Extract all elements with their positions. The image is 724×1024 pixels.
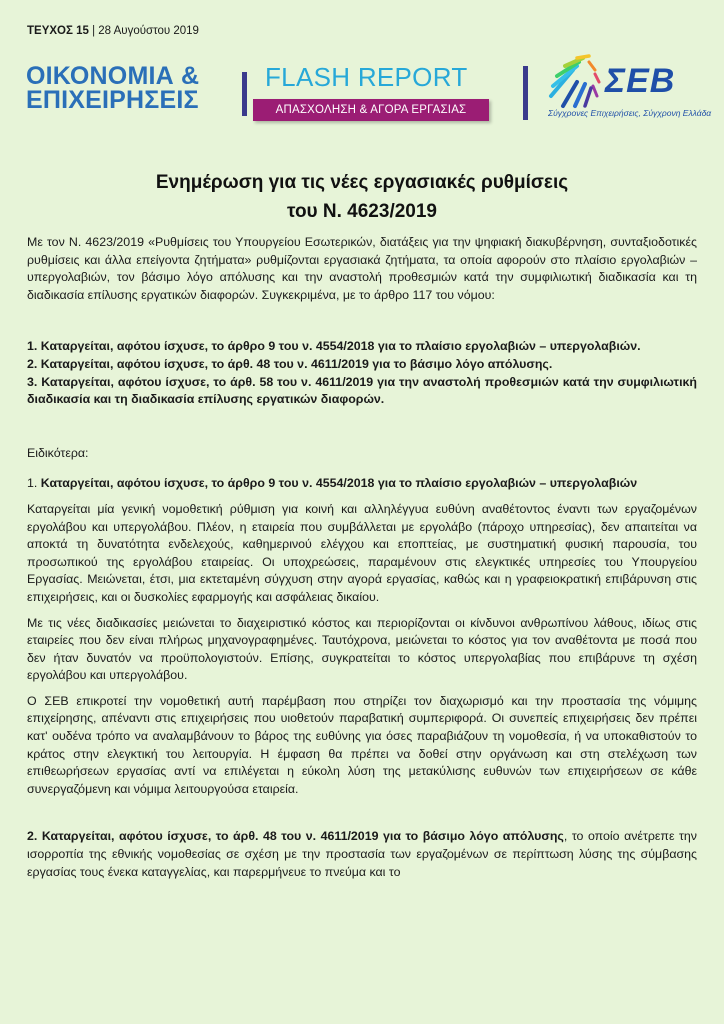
section-1-paragraph-3: Ο ΣΕΒ επικροτεί την νομοθετική αυτή παρέμβαση που στηρίζει τον διαχωρισμό και την προστασία της νόμιμης επιχείρησης, απέναντι στις επιχειρήσεις που υιοθετούν παραβατική συμπεριφορά. Οι συνεπείς επιχειρήσεις δεν πρέπει κατ' ουδένα τρόπο να αναλαμβάνουν το βάρος της ευθύνης για όσες παραβιάζουν τη νομοθεσία, ή να υποκαθιστούν το κράτος στην ελεγκτική του λειτουργία. Η έμφαση θα πρέπει να δοθεί στην οργάνωση και στη στελέχωση των επιθεωρήσεων εργασίας αντί να επιλέγεται η εύκολη λύση της μετακύλισης ευθυνών των επιχειρήσεων σε κάθε συνεργαζόμενη και νόμιμα λειτουργούσα εταιρεία. (27, 693, 697, 796)
section-1-heading-text: Καταργείται, αφότου ίσχυσε, το άρθρο 9 του ν. 4554/2018 για το πλαίσιο εργολαβιών – υπεργολαβιών (40, 476, 638, 491)
section-2-text: , το οποίο ανέτρεπε την ισορροπία της εθνικής νομοθεσίας σε σχέση με την προστασία των εργαζομένων σε περίπτωση λύσης της σύμβασης εργασίας τους ένεκα καταγγελίας, και παρερμήνευε το πνεύμα και το (27, 829, 697, 879)
seb-tagline: Σύγχρονες Επιχειρήσεις, Σύγχρονη Ελλάδα (548, 108, 712, 118)
seb-logo-text: ΣΕΒ (605, 62, 676, 100)
brand-line-2: ΕΠΙΧΕΙΡΗΣΕΙΣ (26, 86, 199, 114)
header-divider-2 (523, 66, 528, 120)
title-line-1: Ενημέρωση για τις νέες εργασιακές ρυθμίσεις (155, 172, 569, 193)
specifically-label: Ειδικότερα: (27, 445, 89, 460)
document-title (0, 168, 724, 226)
section-1-paragraph-2: Με τις νέες διαδικασίες μειώνεται το διαχειριστικό κόστος και περιορίζονται οι κίνδυνοι ανθρωπίνου λάθους, ιδίως στις εταιρείες που δεν είναι πλήρως μηχανογραφημένες. Ταυτόχρονα, μειώνεται το κόστος για τον αναθέτοντα με ποσά που δεν ήταν δυνατόν να προϋπολογιστούν. Επίσης, συγκρατείται το κόστος υπεργολαβίας που επιβάρυνε τη σχέση εργολάβου και υπεργολάβου. (27, 615, 697, 683)
summary-item-3: 3. Καταργείται, αφότου ίσχυσε, το άρθ. 58 του ν. 4611/2019 για την αναστολή προθεσμιών κατά την συμφιλιωτική διαδικασία και τη διαδικασία επίλυσης εργατικών διαφορών. (27, 374, 697, 407)
issue-line (27, 25, 199, 37)
section-1-paragraph-1: Καταργείται μία γενική νομοθετική ρύθμιση για κοινή και αλληλέγγυα ευθύνη αναθέτοντος έναντι των εργαζομένων εργολάβου και υπεργολάβου. Πλέον, η εταιρεία που συμβάλλεται με εργολάβο (πάροχο υπηρεσίας), δεν απαιτείται να αποκτά τη δυνατότητα ενδελεχούς, καθημερινού ελέγχου και εποπτείας, με συστηματική φυσική παρουσία, του προσωπικού της εργολάβου εταιρείας. Οι υποχρεώσεις, παραμένουν στις ελεγκτικές υπηρεσίες του Υπουργείου Εργασίας. Μειώνεται, έτσι, μια εκτεταμένη σύγχυση στην αγορά εργασίας, καθώς και η γραφειοκρατική επιβάρυνση στις επιχειρήσεις, και οι δυσκολίες εφαρμογής και ασφάλειας δικαίου. (27, 501, 697, 604)
issue-date: 28 Αυγούστου 2019 (98, 25, 199, 37)
intro-paragraph: Με τον Ν. 4623/2019 «Ρυθμίσεις του Υπουργείου Εσωτερικών, διατάξεις για την ψηφιακή διακυβέρνηση, συνταξιοδοτικές ρυθμίσεις και άλλα επείγοντα ζητήματα» ρυθμίζονται εργασιακά ζητήματα, τα οποία αφορούν στο πλαίσιο εργολαβιών – υπεργολαβιών, τον βάσιμο λόγο απόλυσης και την αναστολή προθεσμιών κατά την συμφιλιωτική διαδικασία και τη διαδικασία επίλυσης εργατικών διαφορών. Συγκεκριμένα, με το άρθρο 117 του νόμου: (27, 235, 697, 302)
summary-list (27, 338, 697, 408)
summary-item-2: 2. Καταργείται, αφότου ίσχυσε, το άρθ. 48 του ν. 4611/2019 για το βάσιμο λόγο απόλυσης. (27, 356, 553, 371)
report-subtitle-banner: ΑΠΑΣΧΟΛΗΣΗ & ΑΓΟΡΑ ΕΡΓΑΣΙΑΣ (253, 99, 489, 121)
report-title: FLASH REPORT (265, 62, 468, 92)
masthead (0, 0, 724, 140)
section-2-paragraph (27, 828, 697, 881)
header-divider-1 (242, 72, 247, 116)
document-body (27, 234, 697, 881)
section-1-heading (27, 475, 697, 493)
summary-item-1: 1. Καταργείται, αφότου ίσχυσε, το άρθρο 9 του ν. 4554/2018 για το πλαίσιο εργολαβιών – υπεργολαβιών. (27, 339, 641, 354)
issue-separator: | (88, 25, 99, 37)
brand-line-1: ΟΙΚΟΝΟΜΙΑ & (26, 62, 200, 90)
section-2-heading: 2. Καταργείται, αφότου ίσχυσε, το άρθ. 48 του ν. 4611/2019 για το βάσιμο λόγο απόλυσης (27, 829, 564, 844)
publication-brand (26, 64, 199, 112)
title-line-2: του Ν. 4623/2019 (287, 201, 437, 222)
issue-number: ΤΕΥΧΟΣ 15 (27, 25, 89, 37)
section-1-number: 1. (27, 476, 41, 491)
